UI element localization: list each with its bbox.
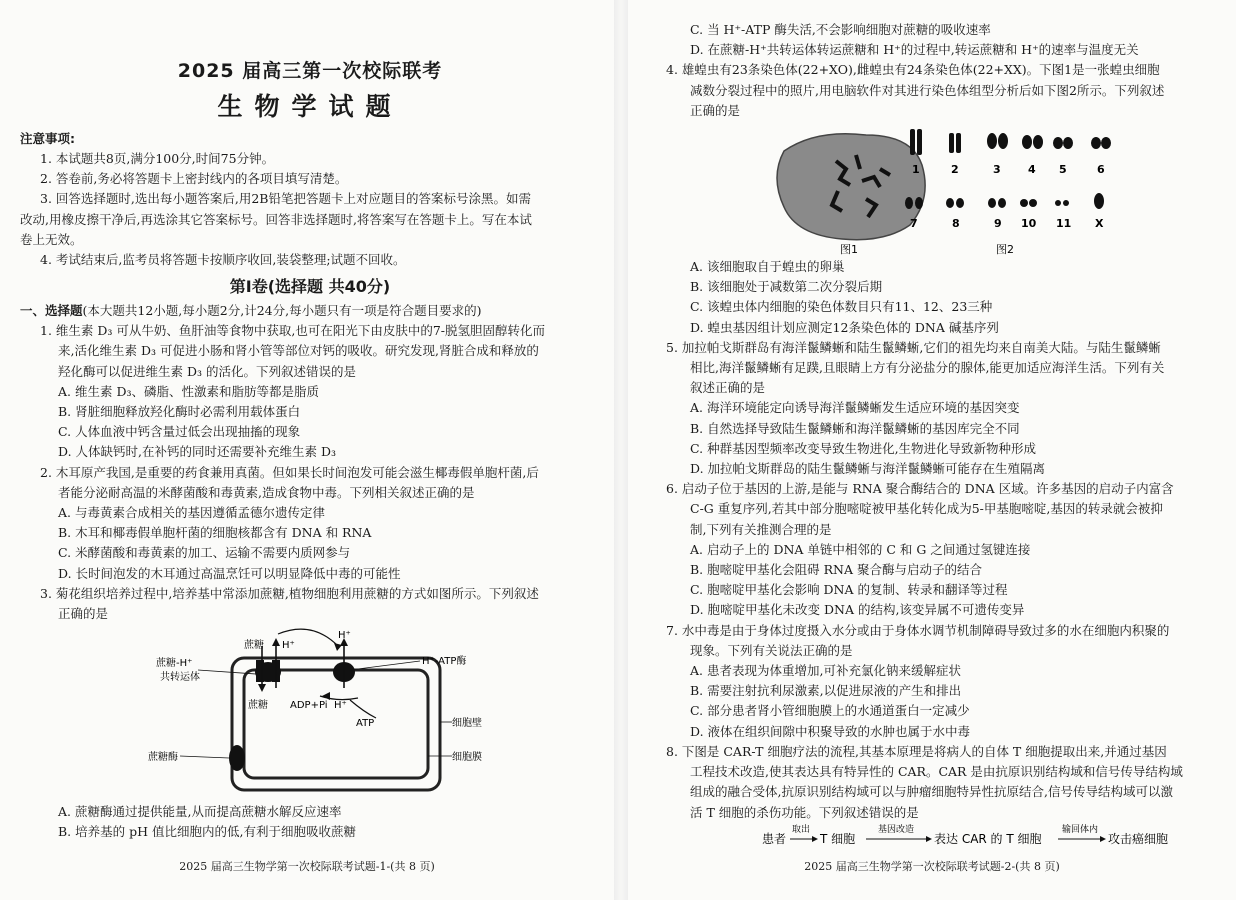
question-stem: 活 T 细胞的杀伤功能。下列叙述错误的是	[690, 804, 919, 820]
question-stem: 6. 启动子位于基因的上游,是能与 RNA 聚合酶结合的 DNA 区域。许多基因的启动子内富含	[666, 481, 1174, 497]
question-stem: 正确的是	[58, 606, 109, 622]
question-stem: 工程技术改造,使其表达具有特异性的 CAR。CAR 是由抗原识别结构域和信号传导结构域	[690, 764, 1183, 780]
section-label: 一、选择题	[20, 303, 83, 319]
section-text: (本大题共12小题,每小题2分,计24分,每小题只有一项是符合题目要求的)	[82, 303, 482, 319]
question-stem: 1. 维生素 D₃ 可从牛奶、鱼肝油等食物中获取,也可在阳光下由皮肤中的7-脱氢胆固醇转化而	[40, 323, 546, 339]
chromosome-10: 10	[1021, 217, 1037, 231]
section-heading	[20, 301, 600, 321]
car-t-flow-diagram	[666, 823, 1222, 847]
notice-line: 4. 考试结束后,监考员将答题卡按顺序收回,装袋整理;试题不回收。	[40, 252, 406, 268]
part-heading: 第Ⅰ卷(选择题 共40分)	[229, 277, 391, 297]
option-d: D. 胞嘧啶甲基化未改变 DNA 的结构,该变异属不可遗传变异	[690, 602, 1025, 618]
flow-patient: 患者	[762, 831, 787, 846]
subject-title: 生物学试题	[217, 92, 403, 121]
label-h-top: H⁺	[282, 640, 295, 652]
notice-line: 2. 答卷前,务必将答题卡上密封线内的各项目填写清楚。	[40, 171, 348, 187]
label-invertase: 蔗糖酶	[148, 752, 178, 764]
question-3	[20, 584, 600, 624]
option-b: B. 该细胞处于减数第二次分裂后期	[690, 279, 883, 295]
option-b: B. 木耳和椰毒假单胞杆菌的细胞核都含有 DNA 和 RNA	[58, 525, 372, 541]
option-a: A. 该细胞取自于蝗虫的卵巢	[690, 259, 845, 275]
notice-line: 1. 本试题共8页,满分100分,时间75分钟。	[40, 151, 275, 166]
option-d: D. 液体在组织间隙中积聚导致的水肿也属于水中毒	[690, 723, 971, 739]
option-b: B. 自然选择导致陆生鬣鳞蜥和海洋鬣鳞蜥的基因库完全不同	[690, 420, 1020, 436]
question-stem: 4. 雄蝗虫有23条染色体(22+XO),雌蝗虫有24条染色体(22+XX)。下图1是一张蝗虫细胞	[666, 62, 1160, 78]
label-cotransporter-2: 共转运体	[160, 672, 200, 684]
label-atpase: H⁺-ATP酶	[422, 656, 467, 668]
option-c: C. 当 H⁺-ATP 酶失活,不会影响细胞对蔗糖的吸收速率	[690, 22, 991, 37]
question-stem: 3. 菊花组织培养过程中,培养基中常添加蔗糖,植物细胞利用蔗糖的方式如图所示。下列叙述	[40, 585, 539, 601]
label-h-in: H⁺	[334, 700, 347, 712]
question-stem: 叙述正确的是	[690, 380, 766, 396]
option-a: A. 启动子上的 DNA 单链中相邻的 C 和 G 之间通过氢键连接	[690, 541, 1031, 557]
chromosome-11: 11	[1056, 217, 1072, 231]
page-gutter	[614, 0, 628, 900]
label-sucrose-in: 蔗糖	[248, 700, 268, 712]
question-5	[666, 338, 1222, 479]
question-stem: 制,下列有关推测合理的是	[690, 521, 832, 537]
label-membrane: 细胞膜	[452, 752, 482, 764]
chromosome-5: 5	[1059, 163, 1067, 177]
chromosome-3: 3	[993, 163, 1001, 177]
flow-arrow-modify: 基因改造	[878, 824, 915, 835]
notice-line: 3. 回答选择题时,选出每小题答案后,用2B铅笔把答题卡上对应题目的答案标号涂黑。如需	[40, 191, 531, 207]
flow-attack: 攻击癌细胞	[1108, 831, 1169, 846]
page-footer: 2025 届高三生物学第一次校际联考试题-2-(共 8 页)	[804, 860, 1060, 873]
option-b: B. 肾脏细胞释放羟化酶时必需利用载体蛋白	[58, 404, 301, 420]
karyotype-figure	[666, 121, 1226, 257]
figure-2-label: 图2	[996, 243, 1014, 257]
question-8	[666, 742, 1222, 823]
chromosome-4: 4	[1028, 163, 1036, 177]
question-stem: 减数分裂过程中的照片,用电脑软件对其进行染色体组型分析后如下图2所示。下列叙述	[690, 82, 1165, 98]
question-stem: 现象。下列有关说法正确的是	[690, 642, 853, 658]
label-wall: 细胞壁	[452, 718, 482, 730]
chromosome-x: X	[1095, 217, 1104, 231]
label-sucrose-top: 蔗糖	[244, 640, 264, 652]
option-d: D. 人体缺钙时,在补钙的同时还需要补充维生素 D₃	[58, 444, 337, 460]
question-stem: 正确的是	[690, 102, 741, 118]
question-stem: 7. 水中毒是由于身体过度摄入水分或由于身体水调节机制障碍导致过多的水在细胞内积聚的	[666, 622, 1170, 638]
notice-heading: 注意事项:	[20, 131, 75, 146]
option-c: C. 米酵菌酸和毒黄素的加工、运输不需要内质网参与	[58, 545, 351, 561]
option-c: C. 种群基因型频率改变导致生物进化,生物进化导致新物种形成	[690, 440, 1037, 456]
flow-car-t-cell: 表达 CAR 的 T 细胞	[934, 831, 1042, 846]
label-h-right: H⁺	[338, 630, 351, 642]
option-a: A. 患者表现为体重增加,可补充氯化钠来缓解症状	[690, 663, 961, 679]
question-2	[20, 463, 600, 584]
left-page	[0, 0, 614, 900]
option-c: C. 胞嘧啶甲基化会影响 DNA 的复制、转录和翻译等过程	[690, 582, 1008, 598]
chromosome-2: 2	[951, 163, 959, 177]
option-a: A. 维生素 D₃、磷脂、性激素和脂肪等都是脂质	[58, 383, 319, 399]
exam-title: 2025 届高三第一次校际联考	[177, 60, 443, 82]
question-stem: 相比,海洋鬣鳞蜥有足蹼,且眼睛上方有分泌盐分的腺体,能更加适应海洋生活。下列有关	[690, 360, 1165, 376]
figure-1-label: 图1	[840, 243, 858, 257]
question-6	[666, 479, 1222, 620]
notice-line: 卷上无效。	[20, 231, 83, 247]
option-c: C. 该蝗虫体内细胞的染色体数目只有11、12、23三种	[690, 299, 993, 315]
flow-arrow-extract: 取出	[792, 824, 811, 835]
label-atp: ATP	[356, 718, 375, 730]
question-stem: 8. 下图是 CAR-T 细胞疗法的流程,其基本原理是将病人的自体 T 细胞提取出来,并通过基因	[666, 743, 1167, 759]
right-page	[628, 0, 1236, 900]
page-footer: 2025 届高三生物学第一次校际联考试题-1-(共 8 页)	[179, 860, 435, 873]
flow-arrow-return: 输回体内	[1062, 824, 1099, 835]
option-c: C. 人体血液中钙含量过低会出现抽搐的现象	[58, 424, 301, 440]
label-cotransporter-1: 蔗糖-H⁺	[156, 658, 193, 670]
chromosome-9: 9	[994, 217, 1002, 231]
option-c: C. 部分患者肾小管细胞膜上的水通道蛋白一定减少	[690, 703, 970, 719]
option-d: D. 长时间泡发的木耳通过高温烹饪可以明显降低中毒的可能性	[58, 565, 401, 581]
option-a: A. 蔗糖酶通过提供能量,从而提高蔗糖水解反应速率	[58, 804, 342, 820]
question-4	[666, 60, 1222, 121]
question-stem: 2. 木耳原产我国,是重要的药食兼用真菌。但如果长时间泡发可能会滋生椰毒假单胞杆菌,后	[40, 464, 539, 480]
option-b: B. 需要注射抗利尿激素,以促进尿液的产生和排出	[690, 683, 962, 699]
question-stem: 来,活化维生素 D₃ 可促进小肠和肾小管等部位对钙的吸收。研究发现,肾脏合成和释放的	[58, 343, 539, 359]
chromosome-6: 6	[1097, 163, 1105, 177]
option-d: D. 加拉帕戈斯群岛的陆生鬣鳞蜥与海洋鬣鳞蜥可能存在生殖隔离	[690, 461, 1046, 477]
option-d: D. 在蔗糖-H⁺共转运体转运蔗糖和 H⁺的过程中,转运蔗糖和 H⁺的速率与温度无关	[690, 42, 1139, 58]
option-b: B. 培养基的 pH 值比细胞内的低,有利于细胞吸收蔗糖	[58, 824, 356, 840]
option-b: B. 胞嘧啶甲基化会阻碍 RNA 聚合酶与启动子的结合	[690, 562, 982, 578]
option-a: A. 与毒黄素合成相关的基因遵循孟德尔遗传定律	[58, 505, 325, 521]
option-a: A. 海洋环境能定向诱导海洋鬣鳞蜥发生适应环境的基因突变	[690, 400, 1020, 416]
flow-t-cell: T 细胞	[820, 831, 856, 846]
question-1	[20, 321, 600, 462]
chromosome-7: 7	[910, 217, 918, 231]
question-stem: C-G 重复序列,若其中部分胞嘧啶被甲基化转化成为5-甲基胞嘧啶,基因的转录就会被抑	[690, 501, 1163, 517]
chromosome-8: 8	[952, 217, 960, 231]
label-adp: ADP+Pi	[290, 700, 328, 712]
option-d: D. 蝗虫基因组计划应测定12条染色体的 DNA 碱基序列	[690, 319, 999, 335]
notice-line: 改动,用橡皮擦干净后,再选涂其它答案标号。回答非选择题时,将答案写在答题卡上。写在本试	[20, 211, 532, 227]
sucrose-uptake-diagram	[20, 626, 600, 802]
question-stem: 组成的融合受体,抗原识别结构域可以与肿瘤细胞特异性抗原结合,信号传导结构域可以激	[690, 784, 1173, 800]
question-7	[666, 621, 1222, 742]
chromosome-1: 1	[912, 163, 920, 177]
question-stem: 5. 加拉帕戈斯群岛有海洋鬣鳞蜥和陆生鬣鳞蜥,它们的祖先均来自南美大陆。与陆生鬣鳞蜥	[666, 339, 1161, 355]
question-stem: 羟化酶可以促进维生素 D₃ 的活化。下列叙述错误的是	[58, 363, 356, 379]
question-stem: 者能分泌耐高温的米酵菌酸和毒黄素,造成食物中毒。下列相关叙述正确的是	[58, 484, 475, 500]
